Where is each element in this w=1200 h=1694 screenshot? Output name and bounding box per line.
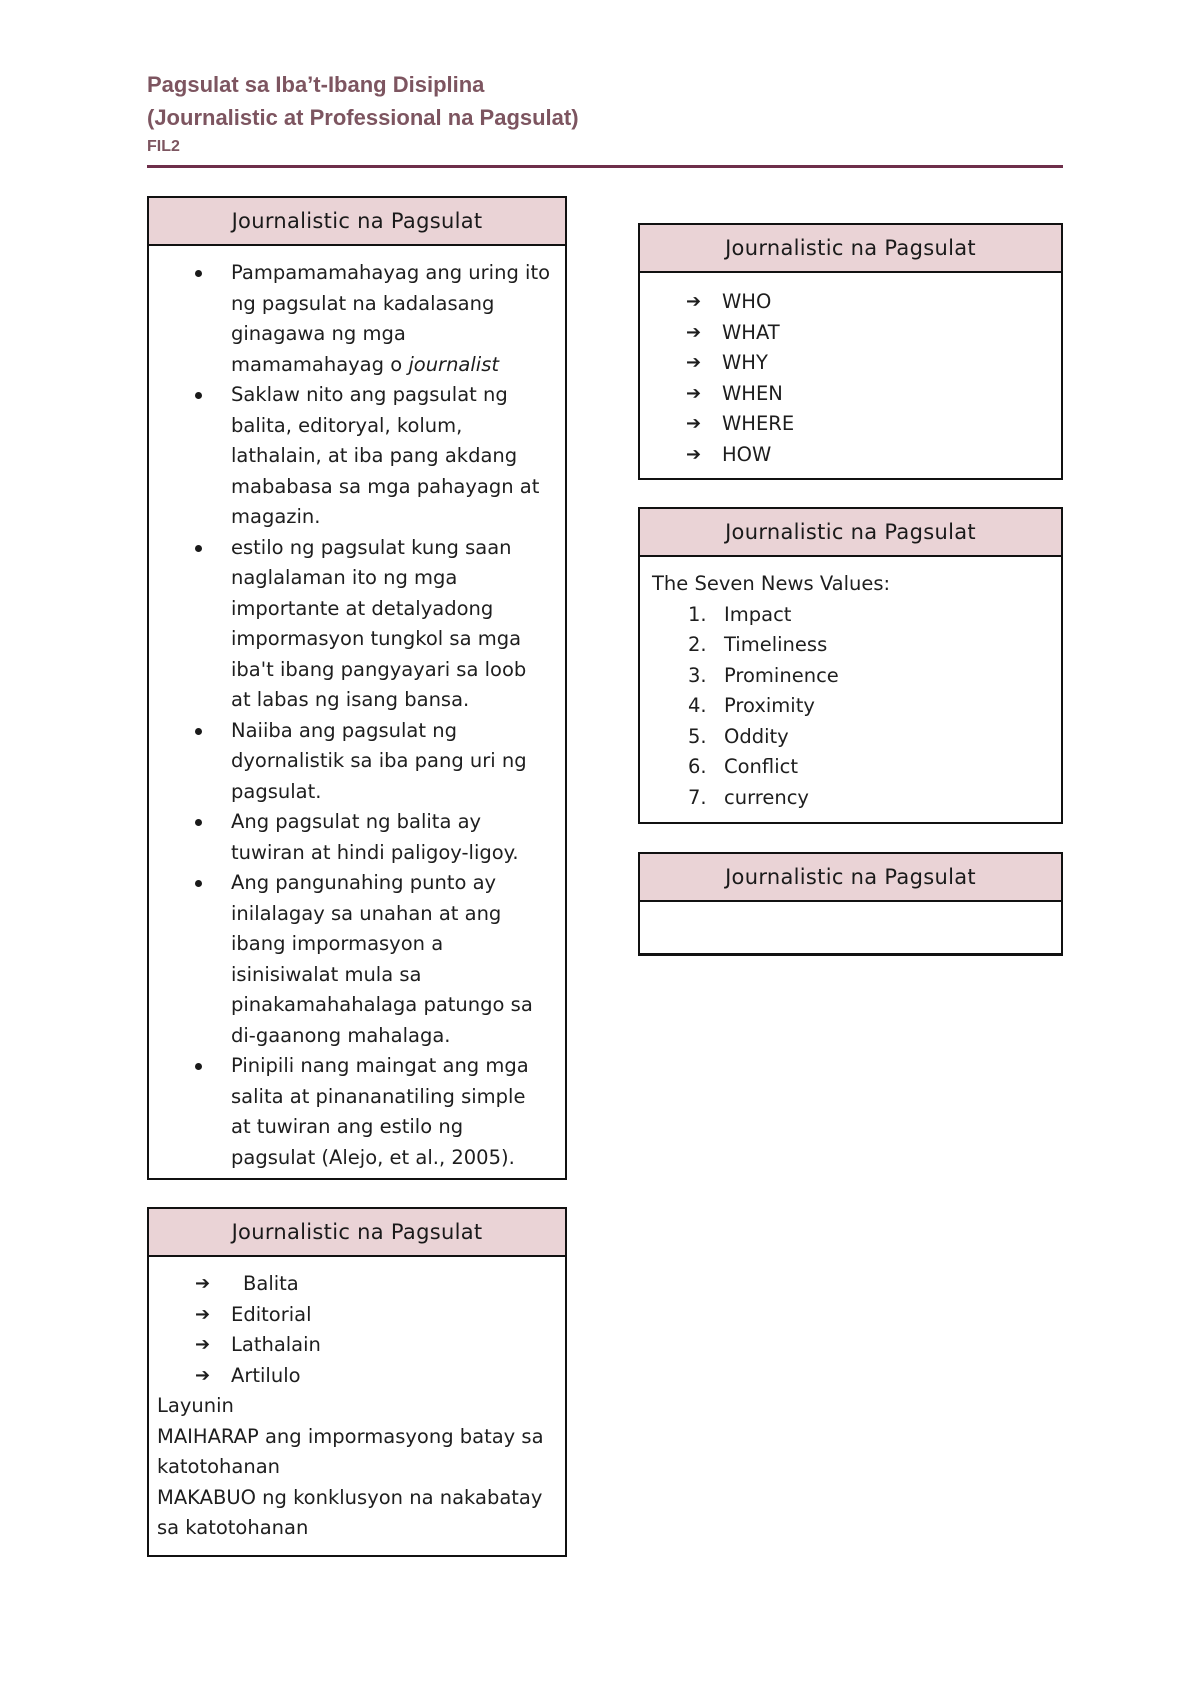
arrow-list-item (640, 287, 1061, 318)
arrow-list-item (640, 379, 1061, 410)
bullet-text: Pinipili nang maingat ang mga salita at pinananatiling simple at tuwiran ang estilo ng pagsulat (Alejo, et al., 2005). (231, 1054, 529, 1169)
bullet-text: Naiiba ang pagsulat ng dyornalistik sa iba pang uri ng pagsulat. (231, 718, 527, 803)
arrow-list-item (640, 318, 1061, 349)
arrow-list-item (149, 1269, 565, 1300)
bullet-item (149, 716, 565, 808)
arrow-list-item (149, 1300, 565, 1331)
document-header (147, 68, 1063, 158)
news-values-card (638, 507, 1063, 824)
arrow-list-item (640, 440, 1061, 471)
five-w-arrow-list (640, 287, 1061, 470)
bullet-item (149, 1051, 565, 1173)
bullet-item (149, 380, 565, 533)
arrow-list-text: WHO (722, 290, 772, 313)
arrow-right-icon: ➔ (195, 1334, 211, 1355)
arrow-list-text: WHY (722, 351, 768, 374)
arrow-right-icon: ➔ (195, 1364, 211, 1386)
arrow-list-text: Balita (243, 1272, 299, 1295)
news-value-label: currency (724, 785, 809, 809)
bullet-text: Ang pangunahing punto ay inilalagay sa unahan at ang ibang impormasyon a isinisiwalat mula sa pinakamahahalaga patungo sa di-gaanong mahalaga. (231, 871, 533, 1047)
bullet-dot-icon (195, 819, 202, 826)
goal-line: MAKABUO ng konklusyon na nakabatay sa katotohanan (157, 1485, 543, 1539)
card-title: Journalistic na Pagsulat (640, 854, 1061, 902)
news-value-number: 7. (688, 785, 707, 809)
bullet-text: Saklaw nito ang pagsulat ng balita, editoryal, kolum, lathalain, at iba pang akdang mababasa sa mga pahayagn at magazin. (231, 383, 540, 528)
types-arrow-list (149, 1269, 565, 1391)
bullet-item (149, 533, 565, 716)
bullet-dot-icon (195, 545, 202, 552)
arrow-list-item (149, 1361, 565, 1392)
arrow-right-icon: ➔ (195, 1303, 211, 1325)
news-value-number: 6. (688, 755, 707, 778)
arrow-list-item (640, 348, 1061, 379)
bullet-dot-icon (195, 392, 202, 399)
news-value-number: 1. (688, 602, 707, 626)
bullet-dot-icon (195, 728, 202, 735)
card-title: Journalistic na Pagsulat (149, 198, 565, 246)
arrow-right-icon: ➔ (195, 1273, 211, 1294)
card-title: Journalistic na Pagsulat (640, 225, 1061, 273)
news-value-label: Timeliness (724, 633, 828, 656)
news-value-item (640, 600, 1061, 631)
news-value-label: Prominence (724, 663, 839, 687)
arrow-list-text: Artilulo (231, 1363, 301, 1387)
arrow-list-text: HOW (722, 442, 772, 466)
card-body (640, 273, 1061, 470)
course-code: FIL2 (147, 138, 180, 155)
card-title: Journalistic na Pagsulat (149, 1209, 565, 1257)
arrow-list-item (640, 409, 1061, 440)
card-title: Journalistic na Pagsulat (640, 509, 1061, 557)
bullet-emphasis: journalist (408, 352, 500, 376)
news-value-label: Impact (724, 602, 792, 626)
news-value-number: 4. (688, 694, 707, 717)
card-body (149, 246, 565, 1179)
arrow-list-text: WHERE (722, 412, 795, 435)
empty-card (638, 852, 1063, 956)
card-body (149, 1257, 565, 1544)
bullet-text: estilo ng pagsulat kung saan naglalaman ito ng mga importante at detalyadong impormasyon tungkol sa mga iba't ibang pangyayari sa loob at labas ng isang bansa. (231, 535, 527, 711)
arrow-list-item (149, 1330, 565, 1361)
types-card (147, 1207, 567, 1557)
news-value-item (640, 783, 1061, 814)
goal-line: Layunin (157, 1394, 234, 1417)
bullet-dot-icon (195, 880, 202, 887)
goals-text (149, 1391, 565, 1544)
arrow-right-icon: ➔ (686, 291, 702, 312)
arrow-list-text: Lathalain (231, 1333, 321, 1356)
card-body (640, 557, 1061, 813)
five-w-card (638, 223, 1063, 480)
news-value-label: Oddity (724, 724, 789, 748)
bullet-text: Pampamamahayag ang uring ito ng pagsulat na kadalasang ginagawa ng mga mamamahayag o (231, 261, 551, 376)
bullet-dot-icon (195, 1063, 202, 1070)
bullet-item (149, 258, 565, 380)
bullet-item (149, 868, 565, 1051)
definition-bullet-list (149, 246, 565, 1179)
arrow-list-text: WHAT (722, 320, 780, 344)
news-value-label: Proximity (724, 694, 815, 717)
arrow-right-icon: ➔ (686, 352, 702, 373)
news-value-item (640, 691, 1061, 722)
news-value-item (640, 752, 1061, 783)
news-value-item (640, 722, 1061, 753)
arrow-right-icon: ➔ (686, 413, 702, 434)
news-value-number: 5. (688, 724, 707, 748)
news-values-intro: The Seven News Values: (652, 572, 891, 595)
arrow-right-icon: ➔ (686, 382, 702, 404)
bullet-text: Ang pagsulat ng balita ay tuwiran at hindi paligoy-ligoy. (231, 810, 519, 864)
news-values-list (640, 600, 1061, 814)
news-value-number: 3. (688, 663, 707, 687)
document-title-line-2: (Journalistic at Professional na Pagsulat) (147, 105, 579, 130)
document-title-line-1: Pagsulat sa Iba’t-Ibang Disiplina (147, 72, 485, 97)
definition-card (147, 196, 567, 1180)
arrow-right-icon: ➔ (686, 321, 702, 343)
news-value-item (640, 630, 1061, 661)
arrow-list-text: WHEN (722, 381, 783, 405)
arrow-list-text: Editorial (231, 1302, 312, 1326)
goal-line: MAIHARAP ang impormasyong batay sa katotohanan (157, 1424, 544, 1478)
news-value-label: Conflict (724, 755, 798, 778)
header-divider (147, 165, 1063, 168)
news-value-item (640, 661, 1061, 692)
news-value-number: 2. (688, 633, 707, 656)
arrow-right-icon: ➔ (686, 443, 702, 465)
bullet-dot-icon (195, 270, 202, 277)
bullet-item (149, 807, 565, 868)
